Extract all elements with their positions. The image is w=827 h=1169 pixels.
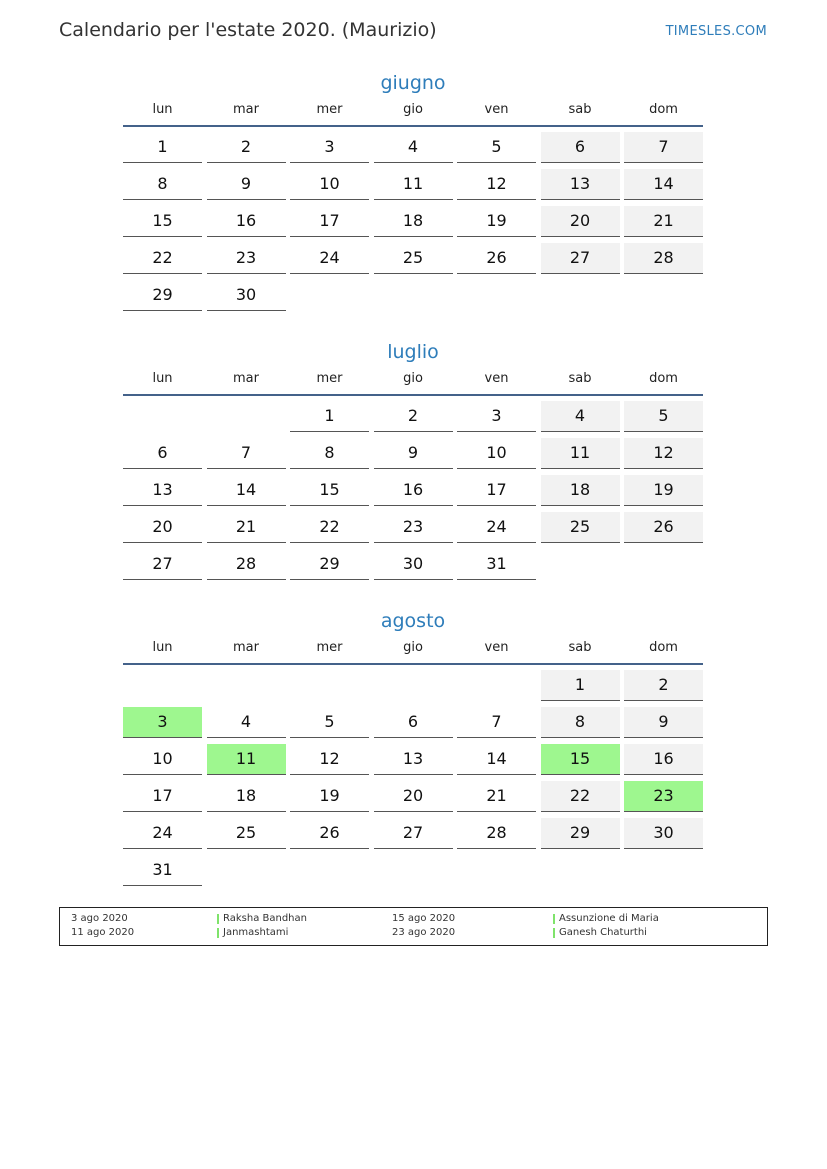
- day-cell: 7: [624, 132, 703, 163]
- day-cell: 29: [123, 280, 202, 311]
- day-cell: 28: [207, 549, 286, 580]
- day-cell: 10: [290, 169, 369, 200]
- day-cell: 2: [624, 670, 703, 701]
- day-cell: 22: [541, 781, 620, 812]
- day-cell: 28: [457, 818, 536, 849]
- day-cell: 27: [123, 549, 202, 580]
- day-cell: 29: [290, 549, 369, 580]
- weekday-label: lun: [152, 371, 173, 386]
- legend-row: [60, 912, 767, 926]
- weekday-label: mer: [316, 640, 343, 655]
- legend-holiday: [217, 926, 288, 940]
- day-cell: 23: [374, 512, 453, 543]
- day-cell: 31: [457, 549, 536, 580]
- legend-date: 15 ago 2020: [392, 913, 456, 924]
- holiday-marker-icon: [553, 914, 555, 924]
- day-cell: 25: [207, 818, 286, 849]
- month-2: [123, 606, 703, 892]
- month-name: giugno: [380, 72, 446, 94]
- day-cell: 9: [624, 707, 703, 738]
- day-cell: 28: [624, 243, 703, 274]
- weekday-label: ven: [484, 102, 509, 117]
- day-cell: 26: [290, 818, 369, 849]
- weekday-label: dom: [649, 102, 678, 117]
- weekday-label: sab: [568, 371, 592, 386]
- day-cell: 9: [207, 169, 286, 200]
- day-cell: 14: [624, 169, 703, 200]
- weekday-label: mar: [233, 640, 259, 655]
- day-cell: 16: [207, 206, 286, 237]
- month-0: [123, 68, 703, 317]
- day-cell: 1: [541, 670, 620, 701]
- legend-holiday-name: Ganesh Chaturthi: [559, 927, 647, 938]
- day-cell: 12: [624, 438, 703, 469]
- legend-date: 3 ago 2020: [71, 913, 128, 924]
- empty-cell: [123, 670, 202, 700]
- day-cell: 3: [457, 401, 536, 432]
- weekday-label: mer: [316, 102, 343, 117]
- legend-date: 23 ago 2020: [392, 927, 456, 938]
- weekday-label: sab: [568, 640, 592, 655]
- day-cell: 23: [207, 243, 286, 274]
- day-cell: 8: [541, 707, 620, 738]
- day-cell: 7: [207, 438, 286, 469]
- day-cell: 10: [457, 438, 536, 469]
- day-cell: 16: [624, 744, 703, 775]
- legend-holiday-name: Janmashtami: [223, 927, 289, 938]
- holiday-legend: [59, 907, 768, 946]
- day-cell: 18: [207, 781, 286, 812]
- weekday-header: [123, 371, 703, 396]
- day-cell: 14: [457, 744, 536, 775]
- day-cell: 22: [123, 243, 202, 274]
- weekday-label: gio: [403, 640, 423, 655]
- day-cell: 6: [123, 438, 202, 469]
- day-cell: 20: [541, 206, 620, 237]
- day-cell: 20: [374, 781, 453, 812]
- day-cell: 15: [123, 206, 202, 237]
- day-cell: 16: [374, 475, 453, 506]
- day-cell: 4: [374, 132, 453, 163]
- empty-cell: [290, 670, 369, 700]
- day-cell: 13: [541, 169, 620, 200]
- day-grid: [123, 401, 703, 586]
- weekday-header: [123, 640, 703, 665]
- holiday-marker-icon: [553, 928, 555, 938]
- legend-holiday: [553, 912, 659, 926]
- day-cell: 30: [207, 280, 286, 311]
- day-cell: 31: [123, 855, 202, 886]
- weekday-header: [123, 102, 703, 127]
- brand-link[interactable]: TIMESLES.COM: [665, 24, 767, 39]
- day-cell: 17: [290, 206, 369, 237]
- day-cell: 2: [207, 132, 286, 163]
- day-cell: 30: [374, 549, 453, 580]
- day-cell: 5: [457, 132, 536, 163]
- day-cell: 21: [457, 781, 536, 812]
- day-grid: [123, 670, 703, 892]
- day-cell: 12: [457, 169, 536, 200]
- weekday-label: sab: [568, 102, 592, 117]
- day-cell: 8: [290, 438, 369, 469]
- month-1: [123, 337, 703, 586]
- empty-cell: [207, 401, 286, 431]
- day-cell: 17: [457, 475, 536, 506]
- weekday-label: ven: [484, 640, 509, 655]
- day-cell: 25: [541, 512, 620, 543]
- legend-holiday: [553, 926, 647, 940]
- day-cell: 9: [374, 438, 453, 469]
- day-cell: 21: [207, 512, 286, 543]
- day-cell: 4: [541, 401, 620, 432]
- day-cell: 1: [123, 132, 202, 163]
- day-cell: 18: [374, 206, 453, 237]
- weekday-label: lun: [152, 102, 173, 117]
- holiday-day-cell: 23: [624, 781, 703, 812]
- holiday-day-cell: 15: [541, 744, 620, 775]
- page-title: Calendario per l'estate 2020. (Maurizio): [59, 19, 437, 41]
- day-cell: 21: [624, 206, 703, 237]
- day-cell: 10: [123, 744, 202, 775]
- empty-cell: [457, 670, 536, 700]
- day-cell: 19: [457, 206, 536, 237]
- empty-cell: [123, 401, 202, 431]
- day-cell: 13: [123, 475, 202, 506]
- day-cell: 25: [374, 243, 453, 274]
- day-cell: 6: [541, 132, 620, 163]
- day-cell: 7: [457, 707, 536, 738]
- weekday-label: mer: [316, 371, 343, 386]
- day-cell: 29: [541, 818, 620, 849]
- day-cell: 27: [374, 818, 453, 849]
- day-grid: [123, 132, 703, 317]
- day-cell: 17: [123, 781, 202, 812]
- holiday-day-cell: 3: [123, 707, 202, 738]
- holiday-day-cell: 11: [207, 744, 286, 775]
- weekday-label: lun: [152, 640, 173, 655]
- day-cell: 15: [290, 475, 369, 506]
- day-cell: 5: [290, 707, 369, 738]
- day-cell: 3: [290, 132, 369, 163]
- day-cell: 27: [541, 243, 620, 274]
- day-cell: 11: [374, 169, 453, 200]
- day-cell: 11: [541, 438, 620, 469]
- day-cell: 5: [624, 401, 703, 432]
- day-cell: 19: [290, 781, 369, 812]
- month-name: luglio: [387, 341, 439, 363]
- weekday-label: dom: [649, 640, 678, 655]
- weekday-label: mar: [233, 102, 259, 117]
- legend-row: [60, 926, 767, 940]
- weekday-label: mar: [233, 371, 259, 386]
- month-name: agosto: [380, 610, 446, 632]
- holiday-marker-icon: [217, 914, 219, 924]
- day-cell: 13: [374, 744, 453, 775]
- day-cell: 26: [457, 243, 536, 274]
- day-cell: 24: [457, 512, 536, 543]
- day-cell: 2: [374, 401, 453, 432]
- empty-cell: [207, 670, 286, 700]
- legend-holiday: [217, 912, 307, 926]
- legend-holiday-name: Raksha Bandhan: [223, 913, 307, 924]
- day-cell: 14: [207, 475, 286, 506]
- day-cell: 20: [123, 512, 202, 543]
- day-cell: 12: [290, 744, 369, 775]
- holiday-marker-icon: [217, 928, 219, 938]
- weekday-label: gio: [403, 102, 423, 117]
- day-cell: 22: [290, 512, 369, 543]
- day-cell: 18: [541, 475, 620, 506]
- day-cell: 1: [290, 401, 369, 432]
- empty-cell: [374, 670, 453, 700]
- day-cell: 30: [624, 818, 703, 849]
- legend-holiday-name: Assunzione di Maria: [559, 913, 659, 924]
- weekday-label: dom: [649, 371, 678, 386]
- day-cell: 24: [290, 243, 369, 274]
- day-cell: 8: [123, 169, 202, 200]
- weekday-label: gio: [403, 371, 423, 386]
- weekday-label: ven: [484, 371, 509, 386]
- day-cell: 19: [624, 475, 703, 506]
- legend-date: 11 ago 2020: [71, 927, 135, 938]
- day-cell: 6: [374, 707, 453, 738]
- day-cell: 26: [624, 512, 703, 543]
- day-cell: 4: [207, 707, 286, 738]
- day-cell: 24: [123, 818, 202, 849]
